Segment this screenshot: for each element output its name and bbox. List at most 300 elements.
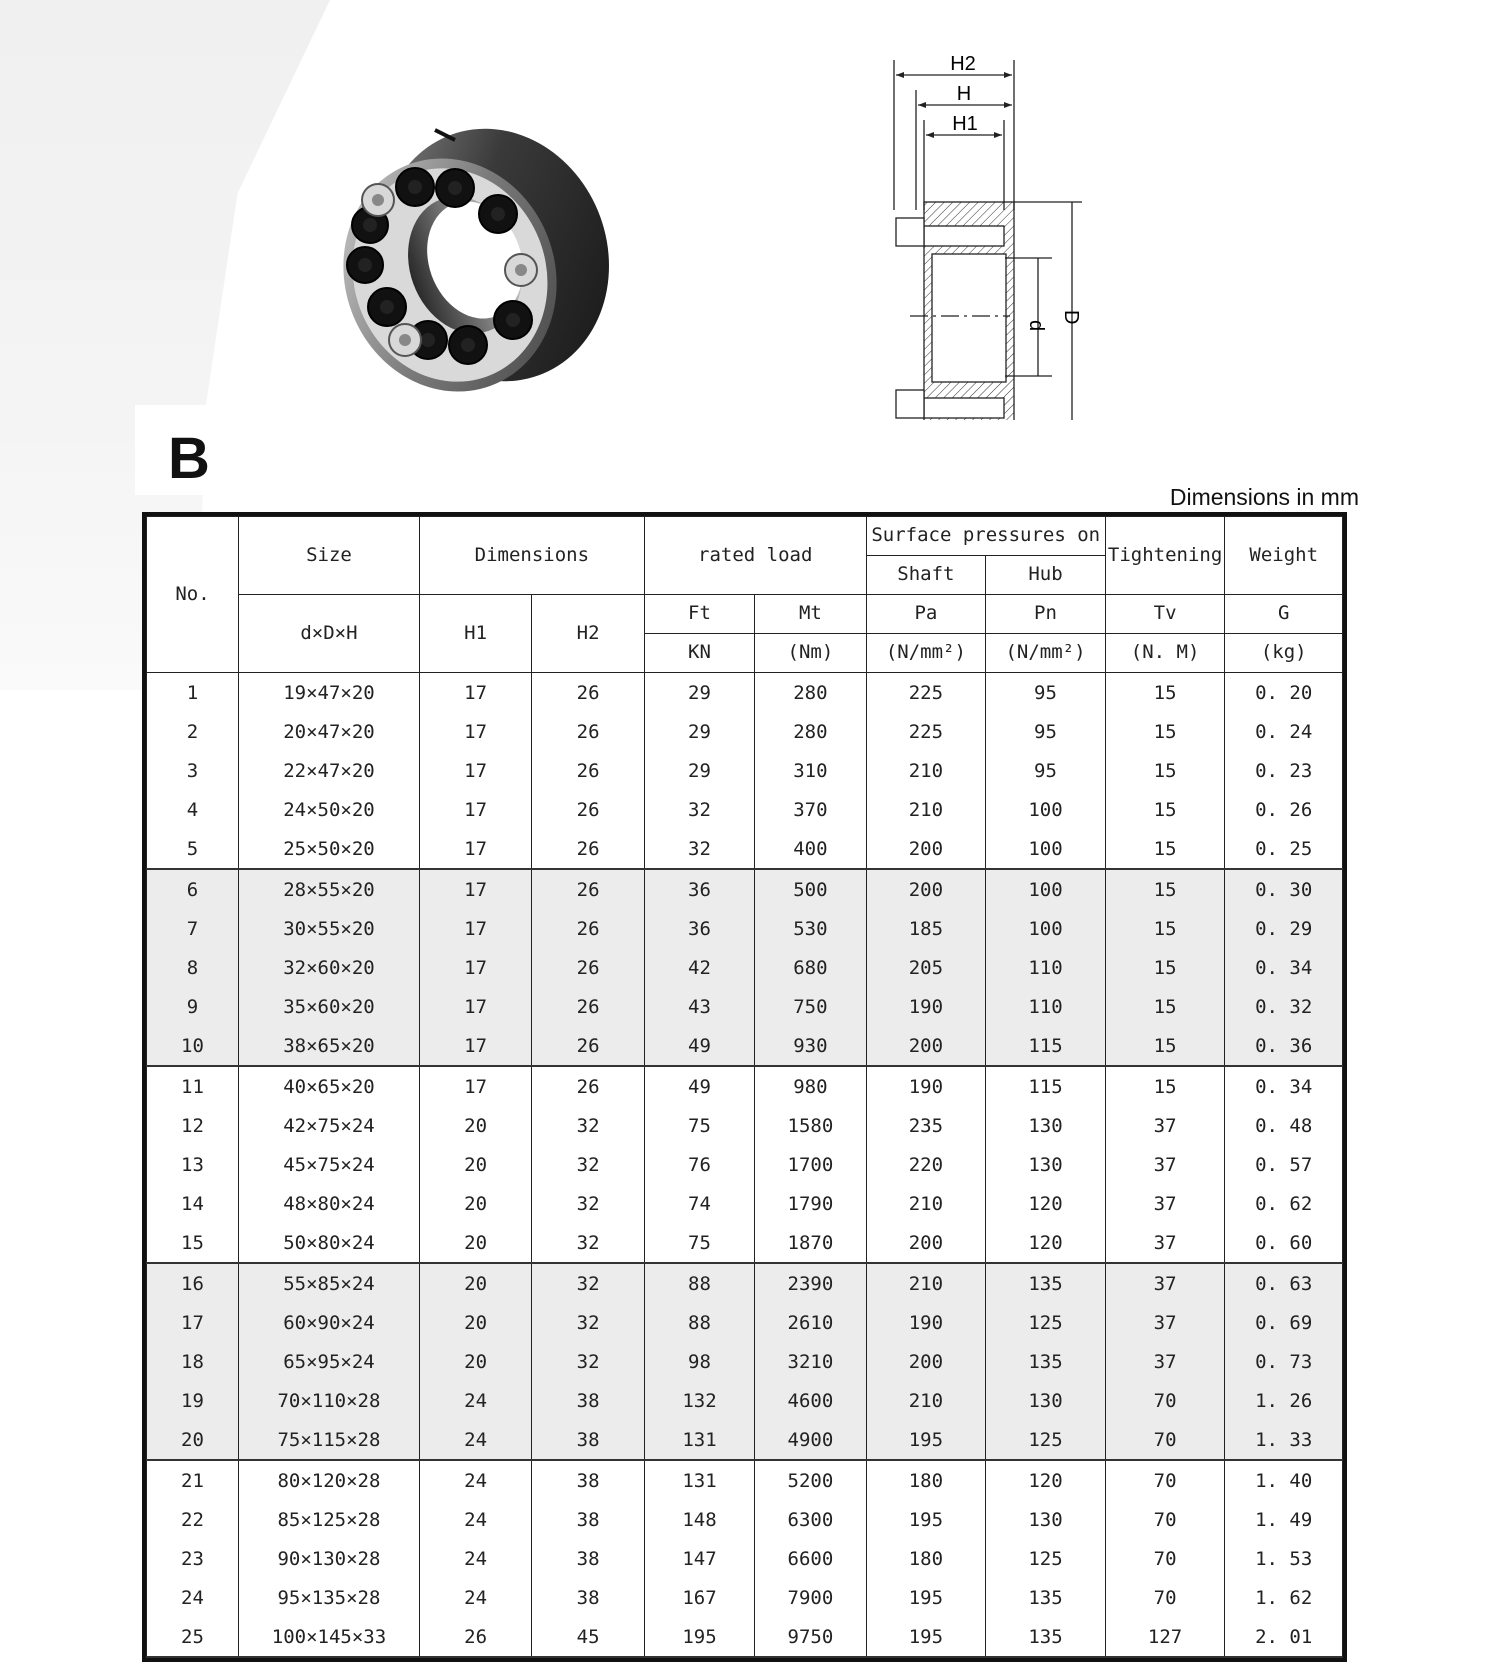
table-row [147,1381,1343,1420]
cell-pn: 95 [986,673,1106,713]
cell-pa: 205 [866,948,986,987]
cell-h2: 26 [532,712,644,751]
cell-h1: 24 [419,1381,531,1420]
cell-pa: 235 [866,1106,986,1145]
cell-pn: 130 [986,1500,1106,1539]
col-no: No. [147,517,239,673]
cell-h2: 32 [532,1223,644,1263]
cell-no: 1 [147,673,239,713]
cell-g: 0. 32 [1225,987,1343,1026]
col-h2: H2 [532,595,644,673]
cell-size: 70×110×28 [238,1381,419,1420]
col-ft: Ft [644,595,754,634]
cell-h1: 24 [419,1500,531,1539]
cell-pn: 135 [986,1617,1106,1657]
cell-no: 20 [147,1420,239,1460]
cell-h1: 20 [419,1303,531,1342]
cell-h2: 38 [532,1539,644,1578]
cell-tv: 37 [1105,1223,1225,1263]
cell-mt: 6300 [755,1500,866,1539]
cell-size: 60×90×24 [238,1303,419,1342]
col-weight: Weight [1225,517,1343,595]
cell-mt: 980 [755,1066,866,1106]
col-rated-load: rated load [644,517,866,595]
spec-table [146,516,1343,1658]
cell-ft: 36 [644,869,754,909]
cell-h1: 17 [419,829,531,869]
table-row [147,948,1343,987]
table-row [147,1460,1343,1500]
cell-size: 55×85×24 [238,1263,419,1303]
cell-size: 42×75×24 [238,1106,419,1145]
cell-tv: 70 [1105,1539,1225,1578]
cell-h2: 26 [532,1026,644,1066]
cell-size: 32×60×20 [238,948,419,987]
cell-pa: 210 [866,751,986,790]
cell-h2: 26 [532,1066,644,1106]
cell-g: 1. 40 [1225,1460,1343,1500]
col-size-sub: d×D×H [238,595,419,673]
cell-tv: 15 [1105,909,1225,948]
cell-pa: 180 [866,1539,986,1578]
cell-pn: 125 [986,1420,1106,1460]
cell-no: 16 [147,1263,239,1303]
cell-ft: 32 [644,829,754,869]
col-size: Size [238,517,419,595]
cell-tv: 15 [1105,987,1225,1026]
cell-mt: 2610 [755,1303,866,1342]
cell-ft: 32 [644,790,754,829]
cell-ft: 76 [644,1145,754,1184]
cell-h2: 32 [532,1263,644,1303]
cell-tv: 15 [1105,790,1225,829]
cell-pn: 125 [986,1303,1106,1342]
cell-h2: 26 [532,790,644,829]
cell-pn: 95 [986,712,1106,751]
cell-pn: 125 [986,1539,1106,1578]
cell-pa: 190 [866,987,986,1026]
cell-pa: 185 [866,909,986,948]
table-row [147,751,1343,790]
cell-size: 25×50×20 [238,829,419,869]
table-row [147,1578,1343,1617]
table-row [147,1026,1343,1066]
locking-assembly-photo [325,115,625,405]
label-h: H [956,83,972,105]
cell-tv: 127 [1105,1617,1225,1657]
table-row [147,1263,1343,1303]
cell-g: 1. 26 [1225,1381,1343,1420]
cell-pn: 120 [986,1460,1106,1500]
cell-mt: 1790 [755,1184,866,1223]
cell-g: 1. 53 [1225,1539,1343,1578]
cell-tv: 37 [1105,1184,1225,1223]
cell-size: 35×60×20 [238,987,419,1026]
cell-no: 10 [147,1026,239,1066]
table-row [147,1617,1343,1657]
cell-h2: 26 [532,909,644,948]
cell-h1: 24 [419,1539,531,1578]
cell-h1: 17 [419,751,531,790]
cell-size: 45×75×24 [238,1145,419,1184]
cell-tv: 37 [1105,1263,1225,1303]
cell-mt: 1580 [755,1106,866,1145]
col-tightening: Tightening [1105,517,1225,595]
cell-size: 80×120×28 [238,1460,419,1500]
cell-pa: 180 [866,1460,986,1500]
cell-ft: 147 [644,1539,754,1578]
cell-no: 12 [147,1106,239,1145]
table-row [147,869,1343,909]
cell-pa: 195 [866,1617,986,1657]
table-row [147,987,1343,1026]
cell-no: 19 [147,1381,239,1420]
cell-no: 18 [147,1342,239,1381]
cell-h2: 38 [532,1460,644,1500]
cell-g: 0. 69 [1225,1303,1343,1342]
cell-no: 5 [147,829,239,869]
cell-h1: 17 [419,790,531,829]
cell-no: 15 [147,1223,239,1263]
cell-size: 75×115×28 [238,1420,419,1460]
cell-ft: 42 [644,948,754,987]
label-h2: H2 [950,53,976,75]
cell-mt: 1700 [755,1145,866,1184]
cell-pa: 220 [866,1145,986,1184]
cell-pn: 120 [986,1223,1106,1263]
cell-ft: 49 [644,1026,754,1066]
cell-h1: 20 [419,1342,531,1381]
cell-no: 4 [147,790,239,829]
cell-h1: 17 [419,948,531,987]
cell-h2: 32 [532,1145,644,1184]
cell-tv: 37 [1105,1106,1225,1145]
cell-no: 23 [147,1539,239,1578]
cell-pn: 100 [986,869,1106,909]
cell-g: 0. 48 [1225,1106,1343,1145]
cell-pn: 100 [986,829,1106,869]
cell-h1: 20 [419,1145,531,1184]
cell-h1: 24 [419,1460,531,1500]
cell-ft: 195 [644,1617,754,1657]
table-row [147,1500,1343,1539]
cell-pa: 200 [866,829,986,869]
cell-h1: 20 [419,1184,531,1223]
cell-size: 28×55×20 [238,869,419,909]
cell-g: 0. 73 [1225,1342,1343,1381]
cell-size: 38×65×20 [238,1026,419,1066]
cell-no: 2 [147,712,239,751]
cell-h2: 32 [532,1303,644,1342]
cell-pa: 190 [866,1303,986,1342]
col-h1: H1 [419,595,531,673]
cell-h2: 38 [532,1420,644,1460]
cell-g: 1. 62 [1225,1578,1343,1617]
cell-no: 9 [147,987,239,1026]
cell-pa: 190 [866,1066,986,1106]
cell-tv: 15 [1105,1026,1225,1066]
cell-no: 14 [147,1184,239,1223]
table-row [147,673,1343,713]
table-row [147,1106,1343,1145]
table-row [147,829,1343,869]
cell-pn: 100 [986,790,1106,829]
cell-tv: 37 [1105,1303,1225,1342]
cell-pn: 130 [986,1381,1106,1420]
cell-pn: 115 [986,1026,1106,1066]
table-row [147,1420,1343,1460]
cell-size: 40×65×20 [238,1066,419,1106]
cell-h1: 17 [419,909,531,948]
cross-section-drawing [860,40,1120,420]
cell-mt: 6600 [755,1539,866,1578]
col-g: G [1225,595,1343,634]
label-d-small: d [1025,320,1047,332]
cell-size: 30×55×20 [238,909,419,948]
cell-h1: 20 [419,1263,531,1303]
col-shaft: Shaft [866,556,986,595]
cell-tv: 70 [1105,1578,1225,1617]
cell-ft: 131 [644,1460,754,1500]
cell-h1: 17 [419,1066,531,1106]
cell-pn: 100 [986,909,1106,948]
table-row [147,1066,1343,1106]
cell-g: 0. 20 [1225,673,1343,713]
cell-pn: 130 [986,1106,1106,1145]
cell-mt: 370 [755,790,866,829]
col-mt-unit: (Nm) [755,634,866,673]
cell-g: 0. 23 [1225,751,1343,790]
cell-tv: 70 [1105,1500,1225,1539]
cell-h1: 17 [419,712,531,751]
cell-size: 85×125×28 [238,1500,419,1539]
cell-mt: 4600 [755,1381,866,1420]
cell-tv: 15 [1105,712,1225,751]
table-row [147,790,1343,829]
cell-g: 0. 60 [1225,1223,1343,1263]
cell-no: 6 [147,869,239,909]
cell-ft: 29 [644,673,754,713]
cell-g: 0. 34 [1225,1066,1343,1106]
cell-ft: 88 [644,1263,754,1303]
cell-size: 19×47×20 [238,673,419,713]
cell-pa: 200 [866,1223,986,1263]
col-tv-unit: (N. M) [1105,634,1225,673]
cell-pa: 210 [866,1184,986,1223]
spec-table-container [142,512,1347,1662]
cell-no: 3 [147,751,239,790]
cell-tv: 15 [1105,829,1225,869]
cell-ft: 131 [644,1420,754,1460]
dimensions-note: Dimensions in mm [1169,484,1359,510]
cell-no: 17 [147,1303,239,1342]
cell-pn: 120 [986,1184,1106,1223]
cell-ft: 74 [644,1184,754,1223]
cell-h1: 24 [419,1420,531,1460]
col-pn: Pn [986,595,1106,634]
cell-ft: 148 [644,1500,754,1539]
cell-ft: 43 [644,987,754,1026]
cell-h2: 32 [532,1106,644,1145]
cell-pa: 225 [866,673,986,713]
cell-tv: 15 [1105,751,1225,790]
col-pn-unit: (N/mm²) [986,634,1106,673]
cell-pn: 110 [986,948,1106,987]
cell-g: 1. 33 [1225,1420,1343,1460]
cell-pa: 200 [866,1342,986,1381]
cell-g: 0. 26 [1225,790,1343,829]
table-row [147,1223,1343,1263]
cell-pn: 135 [986,1578,1106,1617]
col-mt: Mt [755,595,866,634]
cell-mt: 500 [755,869,866,909]
cell-tv: 37 [1105,1145,1225,1184]
cell-h2: 26 [532,869,644,909]
cell-size: 20×47×20 [238,712,419,751]
table-body [147,673,1343,1658]
cell-pn: 110 [986,987,1106,1026]
cell-ft: 29 [644,751,754,790]
cell-pa: 195 [866,1420,986,1460]
cell-h2: 26 [532,829,644,869]
cell-no: 25 [147,1617,239,1657]
cell-pa: 200 [866,869,986,909]
cell-size: 50×80×24 [238,1223,419,1263]
cell-ft: 75 [644,1106,754,1145]
table-row [147,1145,1343,1184]
cell-ft: 36 [644,909,754,948]
cell-ft: 88 [644,1303,754,1342]
cell-ft: 98 [644,1342,754,1381]
cell-h1: 17 [419,869,531,909]
col-ft-unit: KN [644,634,754,673]
cell-mt: 750 [755,987,866,1026]
col-g-unit: (kg) [1225,634,1343,673]
label-d-large: D [1060,310,1082,325]
cell-pn: 135 [986,1263,1106,1303]
cell-h2: 26 [532,751,644,790]
cell-mt: 680 [755,948,866,987]
col-pa-unit: (N/mm²) [866,634,986,673]
cell-size: 22×47×20 [238,751,419,790]
table-row [147,1303,1343,1342]
cell-no: 8 [147,948,239,987]
cell-mt: 7900 [755,1578,866,1617]
label-h1: H1 [952,113,978,135]
cell-h1: 24 [419,1578,531,1617]
cell-mt: 400 [755,829,866,869]
cell-mt: 530 [755,909,866,948]
cell-mt: 3210 [755,1342,866,1381]
cell-h2: 38 [532,1500,644,1539]
cell-size: 48×80×24 [238,1184,419,1223]
cell-mt: 5200 [755,1460,866,1500]
cell-h2: 26 [532,673,644,713]
cell-ft: 29 [644,712,754,751]
cell-pn: 135 [986,1342,1106,1381]
cell-no: 13 [147,1145,239,1184]
cell-tv: 37 [1105,1342,1225,1381]
cell-mt: 2390 [755,1263,866,1303]
cell-no: 11 [147,1066,239,1106]
cell-g: 1. 49 [1225,1500,1343,1539]
cell-h2: 26 [532,987,644,1026]
cell-mt: 4900 [755,1420,866,1460]
col-hub: Hub [986,556,1106,595]
col-tv: Tv [1105,595,1225,634]
cell-ft: 167 [644,1578,754,1617]
cell-g: 0. 29 [1225,909,1343,948]
cell-h2: 32 [532,1184,644,1223]
cell-tv: 15 [1105,1066,1225,1106]
cell-h1: 17 [419,987,531,1026]
cell-size: 100×145×33 [238,1617,419,1657]
cell-h2: 26 [532,948,644,987]
cell-mt: 280 [755,712,866,751]
table-row [147,712,1343,751]
cell-h2: 32 [532,1342,644,1381]
cell-pa: 210 [866,1381,986,1420]
cell-no: 21 [147,1460,239,1500]
cell-g: 0. 24 [1225,712,1343,751]
section-letter: B [168,426,210,491]
cell-size: 90×130×28 [238,1539,419,1578]
cell-tv: 15 [1105,869,1225,909]
cell-g: 0. 62 [1225,1184,1343,1223]
cell-pa: 210 [866,1263,986,1303]
cell-tv: 70 [1105,1420,1225,1460]
cell-size: 95×135×28 [238,1578,419,1617]
table-row [147,909,1343,948]
cell-pa: 195 [866,1500,986,1539]
cell-mt: 310 [755,751,866,790]
cell-pa: 200 [866,1026,986,1066]
cell-pa: 210 [866,790,986,829]
cell-size: 24×50×20 [238,790,419,829]
cell-pn: 130 [986,1145,1106,1184]
cell-ft: 49 [644,1066,754,1106]
cell-no: 7 [147,909,239,948]
col-dimensions: Dimensions [419,517,644,595]
cell-g: 0. 63 [1225,1263,1343,1303]
cell-mt: 930 [755,1026,866,1066]
table-row [147,1539,1343,1578]
cell-pa: 195 [866,1578,986,1617]
cell-ft: 132 [644,1381,754,1420]
cell-pa: 225 [866,712,986,751]
cell-no: 24 [147,1578,239,1617]
cell-h1: 17 [419,673,531,713]
cell-tv: 15 [1105,948,1225,987]
cell-tv: 15 [1105,673,1225,713]
cell-h1: 26 [419,1617,531,1657]
cell-h2: 38 [532,1381,644,1420]
cell-h2: 45 [532,1617,644,1657]
cell-size: 65×95×24 [238,1342,419,1381]
cell-g: 0. 30 [1225,869,1343,909]
cell-h2: 38 [532,1578,644,1617]
table-row [147,1342,1343,1381]
cell-no: 22 [147,1500,239,1539]
cell-g: 0. 25 [1225,829,1343,869]
col-surface-pressures: Surface pressures on [866,517,1105,556]
cell-mt: 1870 [755,1223,866,1263]
cell-h1: 20 [419,1223,531,1263]
cell-g: 0. 34 [1225,948,1343,987]
cell-h1: 17 [419,1026,531,1066]
table-row [147,1184,1343,1223]
cell-pn: 95 [986,751,1106,790]
